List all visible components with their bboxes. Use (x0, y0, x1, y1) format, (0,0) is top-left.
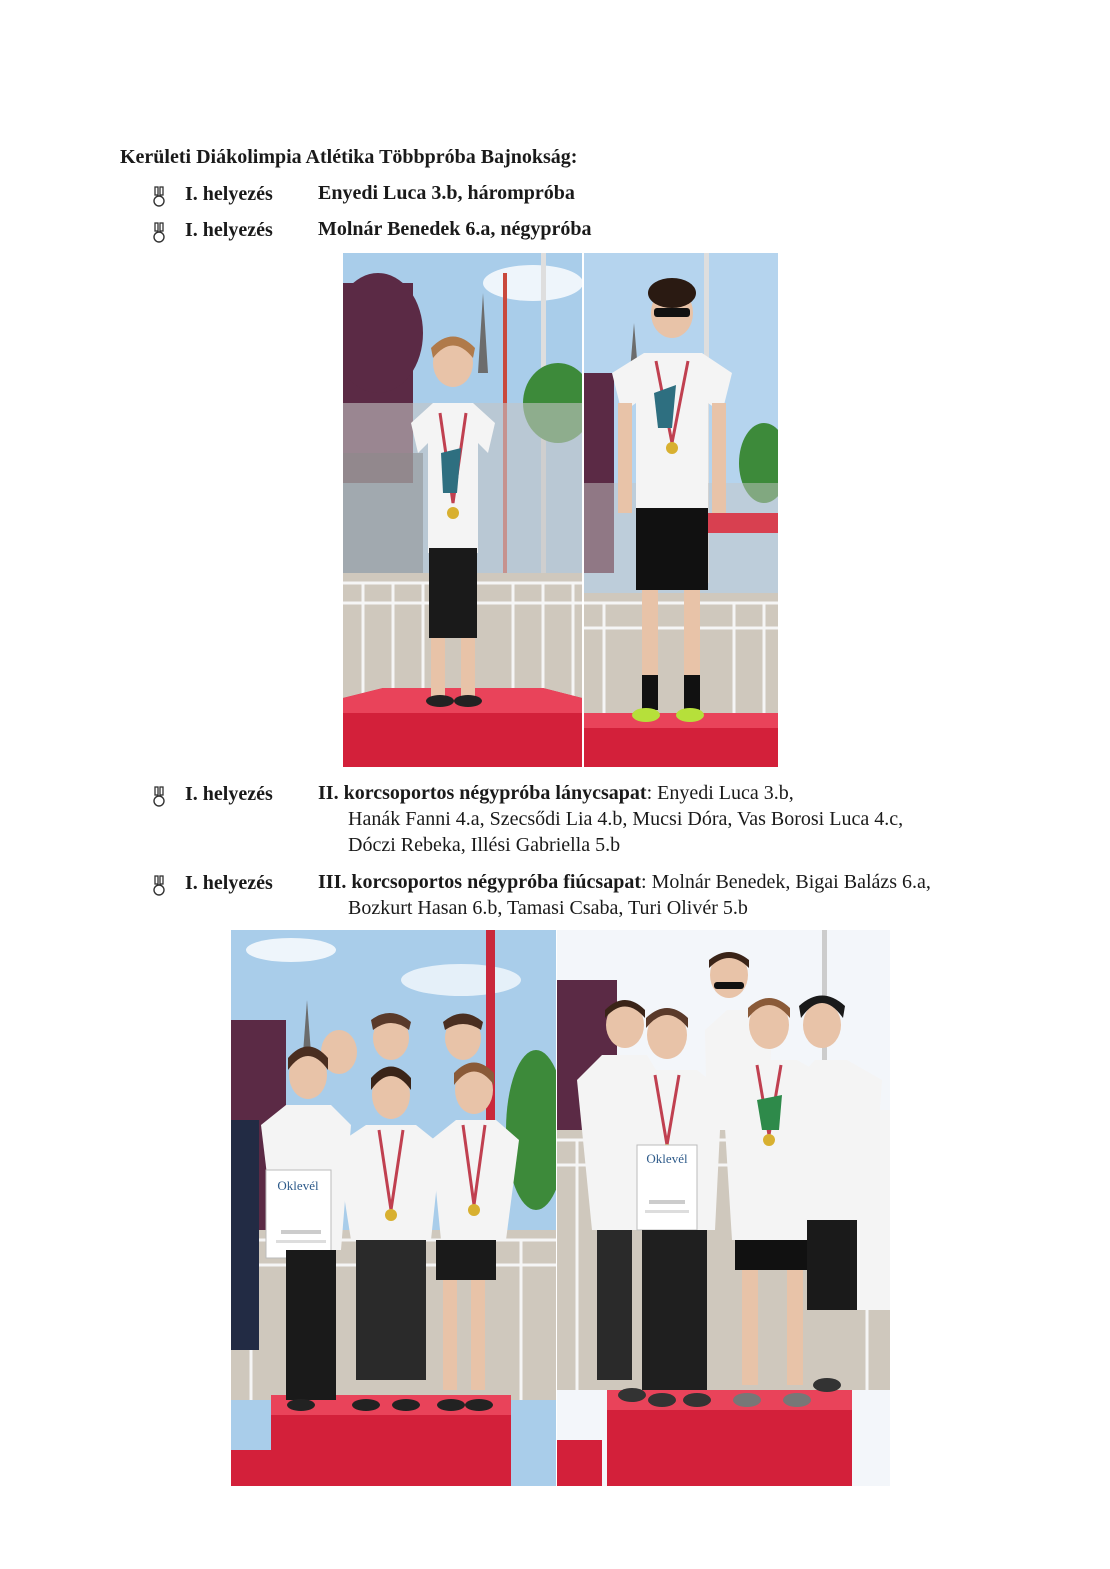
medal-icon (152, 875, 166, 897)
section-heading: Kerületi Diákolimpia Atlétika Többpróba Bajnokság: (120, 146, 578, 168)
photo-boys-team (557, 930, 890, 1486)
result-rank: I. helyezés (185, 872, 273, 894)
photo-boy-podium (584, 253, 778, 767)
result-rank: I. helyezés (185, 783, 273, 805)
team-name: II. korcsoportos négypróba lánycsapat (318, 782, 647, 804)
medal-icon (152, 786, 166, 808)
team-members: Molnár Benedek, Bigai Balázs 6.a, (651, 871, 931, 893)
team-members: Dóczi Rebeka, Illési Gabriella 5.b (348, 834, 621, 856)
separator: : (646, 782, 658, 804)
team-name: III. korcsoportos négypróba fiúcsapat (318, 871, 641, 893)
result-rank: I. helyezés (185, 183, 273, 205)
result-text: Molnár Benedek 6.a, négypróba (318, 218, 592, 240)
photo-girl-podium (343, 253, 582, 767)
separator: : (641, 871, 652, 893)
certificate-title: Oklevél (277, 1178, 319, 1193)
team-members: Bozkurt Hasan 6.b, Tamasi Csaba, Turi Olivér 5.b (348, 897, 748, 919)
team-members: Hanák Fanni 4.a, Szecsődi Lia 4.b, Mucsi Dóra, Vas Borosi Luca 4.c, (348, 808, 904, 830)
medal-icon (152, 186, 166, 208)
result-team-entry (318, 869, 931, 921)
result-text: Enyedi Luca 3.b, hárompróba (318, 182, 575, 204)
photo-girls-team (231, 930, 556, 1486)
result-team-entry (318, 780, 903, 858)
team-members: Enyedi Luca 3.b, (657, 782, 794, 804)
certificate-title: Oklevél (646, 1151, 688, 1166)
result-rank: I. helyezés (185, 219, 273, 241)
medal-icon (152, 222, 166, 244)
